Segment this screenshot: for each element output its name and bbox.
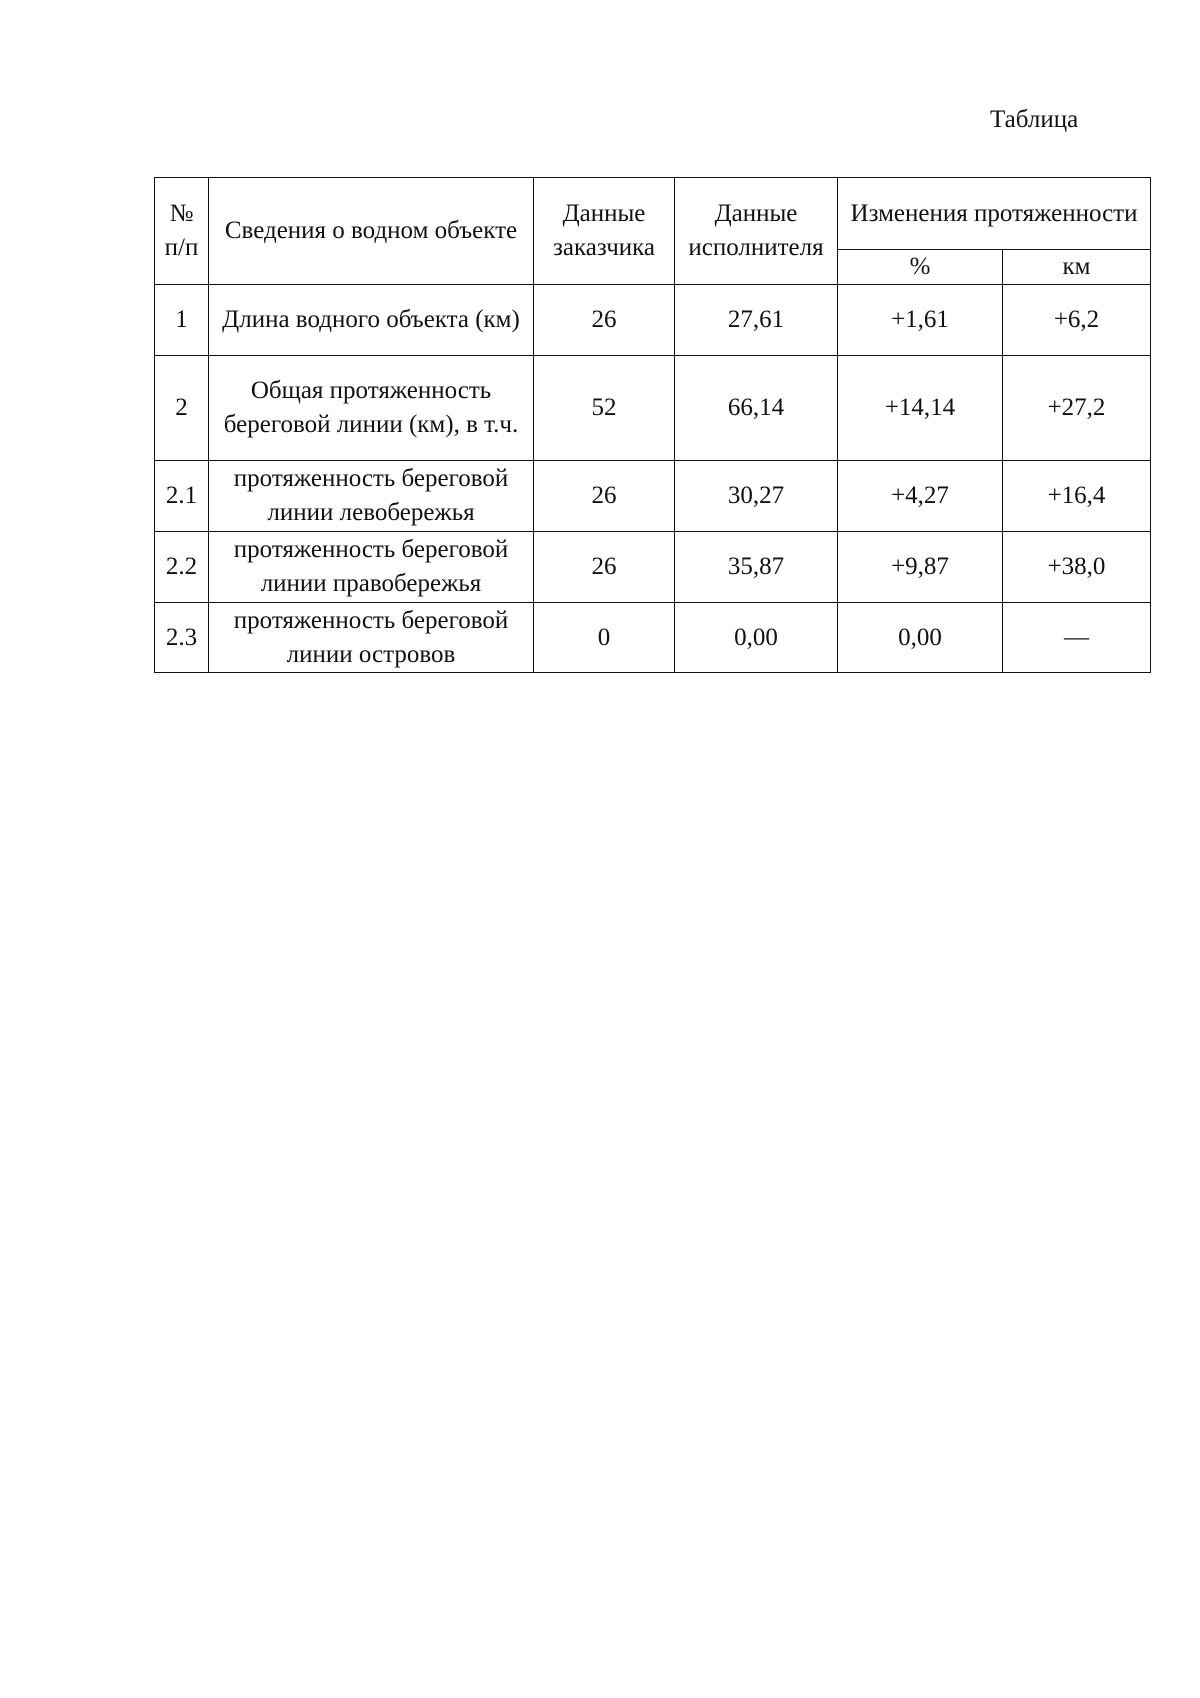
cell-executor: 30,27: [675, 461, 838, 532]
cell-info: Общая протяженность береговой линии (км), в т.ч.: [209, 356, 534, 461]
cell-number: 2: [155, 356, 209, 461]
table-row: [155, 285, 1151, 356]
table-header-row: [155, 178, 1151, 250]
header-info: Сведения о водном объекте: [209, 178, 534, 285]
table-row: [155, 532, 1151, 603]
cell-percent: +9,87: [838, 532, 1003, 603]
cell-km: +27,2: [1003, 356, 1151, 461]
cell-customer: 26: [534, 532, 675, 603]
cell-executor: 66,14: [675, 356, 838, 461]
cell-number: 2.3: [155, 603, 209, 673]
table-row: [155, 603, 1151, 673]
header-changes: Изменения протяженности: [838, 178, 1151, 250]
cell-customer: 26: [534, 461, 675, 532]
cell-executor: 27,61: [675, 285, 838, 356]
cell-info: протяженность береговой линии островов: [209, 603, 534, 673]
cell-km: +38,0: [1003, 532, 1151, 603]
cell-info: протяженность береговой линии правобережья: [209, 532, 534, 603]
cell-percent: 0,00: [838, 603, 1003, 673]
cell-km: +6,2: [1003, 285, 1151, 356]
header-number: № п/п: [155, 178, 209, 285]
cell-number: 2.1: [155, 461, 209, 532]
header-percent: %: [838, 250, 1003, 285]
cell-percent: +1,61: [838, 285, 1003, 356]
cell-executor: 0,00: [675, 603, 838, 673]
cell-executor: 35,87: [675, 532, 838, 603]
cell-customer: 26: [534, 285, 675, 356]
header-executor: Данные исполнителя: [675, 178, 838, 285]
table-row: [155, 461, 1151, 532]
cell-number: 2.2: [155, 532, 209, 603]
cell-percent: +4,27: [838, 461, 1003, 532]
cell-percent: +14,14: [838, 356, 1003, 461]
water-body-table: [154, 177, 1151, 673]
cell-customer: 0: [534, 603, 675, 673]
table-caption: Таблица: [990, 106, 1079, 133]
header-customer: Данные заказчика: [534, 178, 675, 285]
header-km: км: [1003, 250, 1151, 285]
cell-customer: 52: [534, 356, 675, 461]
table-row: [155, 356, 1151, 461]
cell-km: +16,4: [1003, 461, 1151, 532]
cell-km: —: [1003, 603, 1151, 673]
cell-info: протяженность береговой линии левобережья: [209, 461, 534, 532]
cell-number: 1: [155, 285, 209, 356]
cell-info: Длина водного объекта (км): [209, 285, 534, 356]
